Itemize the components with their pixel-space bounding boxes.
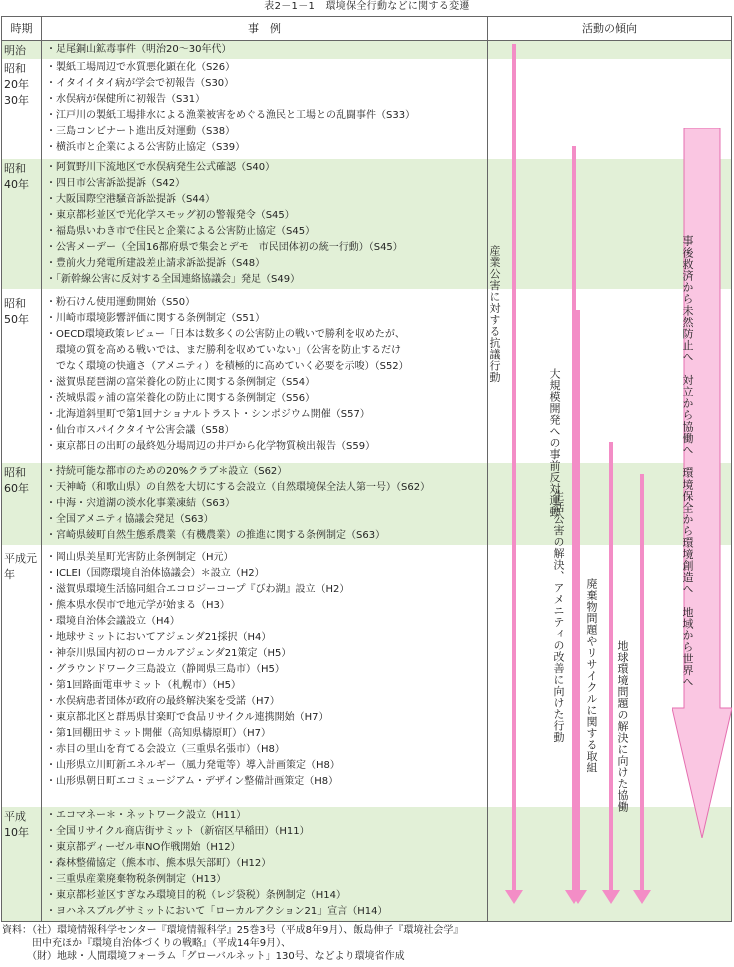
event-row — [42, 824, 488, 840]
event-row — [42, 108, 488, 124]
event-text: ・北海道斜里町で第1回ナショナルトラスト・シンポジウム開催（S57） — [46, 409, 370, 420]
event-text: ・全国アメニティ協議会発足（S63） — [46, 514, 214, 525]
event-row — [42, 742, 488, 758]
event-text: ・OECD環境政策レビュー「日本は数多くの公害防止の戦いで勝利を収めたが、 — [46, 329, 405, 340]
event-row — [42, 840, 488, 856]
event-row — [42, 60, 488, 76]
event-text: ・茨城県霞ヶ浦の富栄養化の防止に関する条例制定（S56） — [46, 393, 316, 404]
event-row — [42, 391, 488, 407]
event-row — [42, 904, 488, 920]
trend-arrow-line — [609, 442, 613, 890]
event-text: ・水俣病患者団体が政府の最終解決案を受諾（H7） — [46, 696, 280, 707]
event-row — [42, 528, 488, 544]
event-row — [42, 272, 488, 288]
event-row — [42, 582, 488, 598]
event-text: ・岡山県美星町光害防止条例制定（H元） — [46, 552, 234, 563]
event-row — [42, 856, 488, 872]
period-band — [2, 159, 731, 289]
event-text: ・全国リサイクル商店街サミット（新宿区早稲田）（H11） — [46, 826, 310, 837]
period-band — [2, 59, 731, 157]
event-row — [42, 758, 488, 774]
event-text: ・山形県朝日町エコミュージアム・デザイン整備計画策定（H8） — [46, 776, 339, 787]
event-text: ・三重県産業廃棄物税条例制定（H13） — [46, 874, 227, 885]
trend-arrow-head — [569, 890, 587, 904]
event-row — [42, 646, 488, 662]
event-text: ・川崎市環境影響評価に関する条例制定（S51） — [46, 313, 266, 324]
event-row — [42, 808, 488, 824]
event-row — [42, 496, 488, 512]
header-era: 時期 — [2, 17, 42, 41]
event-text: ・第1回棚田サミット開催（高知県檮原町）（H7） — [46, 728, 272, 739]
period-era-label: 平成10年 — [4, 810, 29, 839]
event-text: ・四日市公害訴訟提訴（S42） — [46, 178, 186, 189]
period-era-label: 明治 — [4, 44, 26, 57]
event-text: 環境の質を高める戦いでは、まだ勝利を収めていない」（公害を防止するだけ — [46, 345, 401, 356]
event-row — [42, 550, 488, 566]
event-text: ・森林整備協定（熊本市、熊本県矢部町）（H12） — [46, 858, 272, 869]
event-row — [42, 42, 488, 58]
event-text: ・中海・宍道湖の淡水化事業凍結（S63） — [46, 498, 236, 509]
event-text: ・赤目の里山を育てる会設立（三重県名張市）（H8） — [46, 744, 285, 755]
event-row — [42, 662, 488, 678]
source-line-3: （財）地球・人間環境フォーラム「グローバルネット」130号、などより環境省作成 — [2, 951, 405, 962]
event-text: ・東京都ディーゼル車NO作戦開始（H12） — [46, 842, 241, 853]
trend-label: 地球環境問題の解決に向けた協働 — [616, 640, 629, 813]
event-text: ・グラウンドワーク三島設立（静岡県三島市）（H5） — [46, 664, 285, 675]
event-text: ・滋賀県琵琶湖の富栄養化の防止に関する条例制定（S54） — [46, 377, 316, 388]
trend-label: 廃棄物問題やリサイクルに関する取組 — [585, 578, 598, 774]
header-events: 事 例 — [42, 17, 488, 41]
event-text: でなく環境の快適さ（アメニティ）を積極的に高めていく必要を示唆）（S52） — [46, 361, 409, 372]
event-text: ・第1回路面電車サミット（札幌市）（H5） — [46, 680, 242, 691]
event-row — [42, 614, 488, 630]
event-row — [42, 464, 488, 480]
event-text: ・神奈川県国内初のローカルアジェンダ21策定（H5） — [46, 648, 292, 659]
trend-arrow-line — [640, 474, 644, 890]
event-row — [42, 256, 488, 272]
event-row — [42, 888, 488, 904]
event-row — [42, 295, 488, 311]
event-row — [42, 694, 488, 710]
event-row — [42, 598, 488, 614]
period-band — [2, 294, 731, 456]
event-text: ・三島コンビナート進出反対運動（S38） — [46, 126, 236, 137]
period-era-label: 昭和60年 — [4, 466, 29, 495]
event-row — [42, 774, 488, 790]
event-row — [42, 327, 488, 343]
event-row — [42, 240, 488, 256]
period-era-label: 昭和50年 — [4, 297, 29, 326]
trend-arrow-line — [576, 310, 580, 890]
event-row — [42, 423, 488, 439]
trend-label: 大規模開発への事前反対運動 — [548, 368, 561, 518]
period-band — [2, 41, 731, 59]
event-row — [42, 224, 488, 240]
event-row — [42, 160, 488, 176]
event-row — [42, 343, 488, 359]
event-row — [42, 678, 488, 694]
trend-arrow-head — [602, 890, 620, 904]
event-row — [42, 710, 488, 726]
event-text: ・阿賀野川下流地区で水俣病発生公式確認（S40） — [46, 162, 276, 173]
event-text: ・地球サミットにおいてアジェンダ21採択（H4） — [46, 632, 272, 643]
period-era-label: 平成元年 — [4, 552, 37, 581]
event-text: ・熊本県水俣市で地元学が始まる（H3） — [46, 600, 230, 611]
header-trends: 活動の傾向 — [488, 17, 731, 41]
trend-arrow-head — [505, 890, 523, 904]
event-text: ・ヨハネスブルグサミットにおいて「ローカルアクション21」宣言（H14） — [46, 906, 388, 917]
event-row — [42, 407, 488, 423]
event-text: ・江戸川の製紙工場排水による漁業被害をめぐる漁民と工場との乱闘事件（S33） — [46, 110, 416, 121]
column-divider-trends — [487, 17, 488, 921]
event-text: ・大阪国際空港騒音訴訟提訴（S44） — [46, 194, 216, 205]
event-text: ・滋賀県環境生活協同組合エコロジーコープ『びわ湖』設立（H2） — [46, 584, 350, 595]
event-row — [42, 359, 488, 375]
event-text: ・公害メーデー（全国16都府県で集会とデモ 市民団体初の統一行動）（S45） — [46, 242, 403, 253]
event-row — [42, 92, 488, 108]
event-row — [42, 124, 488, 140]
event-text: ・エコマネー＊・ネットワーク設立（H11） — [46, 810, 247, 821]
event-text: ・東京都日の出町の最終処分場周辺の井戸から化学物質検出報告（S59） — [46, 441, 376, 452]
event-text: ・横浜市と企業による公害防止協定（S39） — [46, 142, 246, 153]
event-row — [42, 512, 488, 528]
event-text: ・イタイイタイ病が学会で初報告（S30） — [46, 78, 235, 89]
event-text: ・水俣病が保健所に初報告（S31） — [46, 94, 206, 105]
event-row — [42, 208, 488, 224]
trend-label: 産業公害に対する抗議行動 — [488, 245, 501, 383]
period-era-label: 昭和40年 — [4, 162, 29, 191]
event-text: ・「新幹線公害に反対する全国連絡協議会」発足（S49） — [46, 274, 301, 285]
trend-arrow-line — [512, 44, 516, 890]
event-row — [42, 630, 488, 646]
column-divider-era — [41, 17, 42, 921]
event-row — [42, 439, 488, 455]
event-row — [42, 872, 488, 888]
event-row — [42, 726, 488, 742]
period-band — [2, 807, 731, 921]
event-row — [42, 140, 488, 156]
event-row — [42, 566, 488, 582]
period-era-label: 昭和20年30年 — [4, 62, 29, 107]
period-band — [2, 463, 731, 545]
event-text: ・東京都杉並区すぎなみ環境目的税（レジ袋税）条例制定（H14） — [46, 890, 346, 901]
trend-arrow-head — [633, 890, 651, 904]
event-row — [42, 192, 488, 208]
event-row — [42, 311, 488, 327]
source-line-1: 資料：（社）環境情報科学センター『環境情報科学』25巻3号（平成8年9月）、飯島伸子『環境社会学』 — [2, 925, 464, 936]
event-text: ・仙台市スパイクタイヤ公害会議（S58） — [46, 425, 235, 436]
event-text: ・山形県立川町新エネルギー（風力発電等）導入計画策定（H8） — [46, 760, 340, 771]
event-text: ・製紙工場周辺で水質悪化顕在化（S26） — [46, 62, 236, 73]
event-text: ・足尾銅山鉱毒事件（明治20～30年代） — [46, 44, 232, 55]
event-text: ・持続可能な都市のための20%クラブ＊設立（S62） — [46, 466, 288, 477]
event-text: ・ICLEI（国際環境自治体協議会）＊設立（H2） — [46, 568, 265, 579]
event-row — [42, 176, 488, 192]
event-text: ・環境自治体会議設立（H4） — [46, 616, 180, 627]
event-row — [42, 375, 488, 391]
event-row — [42, 480, 488, 496]
event-text: ・福島県いわき市で住民と企業による公害防止協定（S45） — [46, 226, 316, 237]
event-text: ・東京都杉並区で光化学スモッグ初の警報発令（S45） — [46, 210, 295, 221]
event-text: ・東京都北区と群馬県甘楽町で食品リサイクル連携開始（H7） — [46, 712, 329, 723]
event-text: ・粉石けん使用運動開始（S50） — [46, 297, 196, 308]
event-text: ・豊前火力発電所建設差止請求訴訟提訴（S48） — [46, 258, 266, 269]
overall-shift-label: 事後救済から未然防止へ 対立から協働へ 環境保全から環境創造へ 地域から世界へ — [681, 235, 694, 688]
source-line-2: 田中充ほか『環境自治体づくりの戦略』（平成14年9月）、 — [2, 938, 292, 949]
source-note — [2, 924, 732, 963]
event-row — [42, 76, 488, 92]
event-text: ・宮崎県綾町自然生態系農業（有機農業）の推進に関する条例制定（S63） — [46, 530, 386, 541]
table-caption: 表2－1－1 環境保全行動などに関する変遷 — [264, 1, 470, 12]
event-text: ・天神崎（和歌山県）の自然を大切にする会設立（自然環境保全法人第一号）（S62） — [46, 482, 431, 493]
trend-label: 生活公害の解決、アメニティの改善に向けた行動 — [552, 490, 565, 743]
